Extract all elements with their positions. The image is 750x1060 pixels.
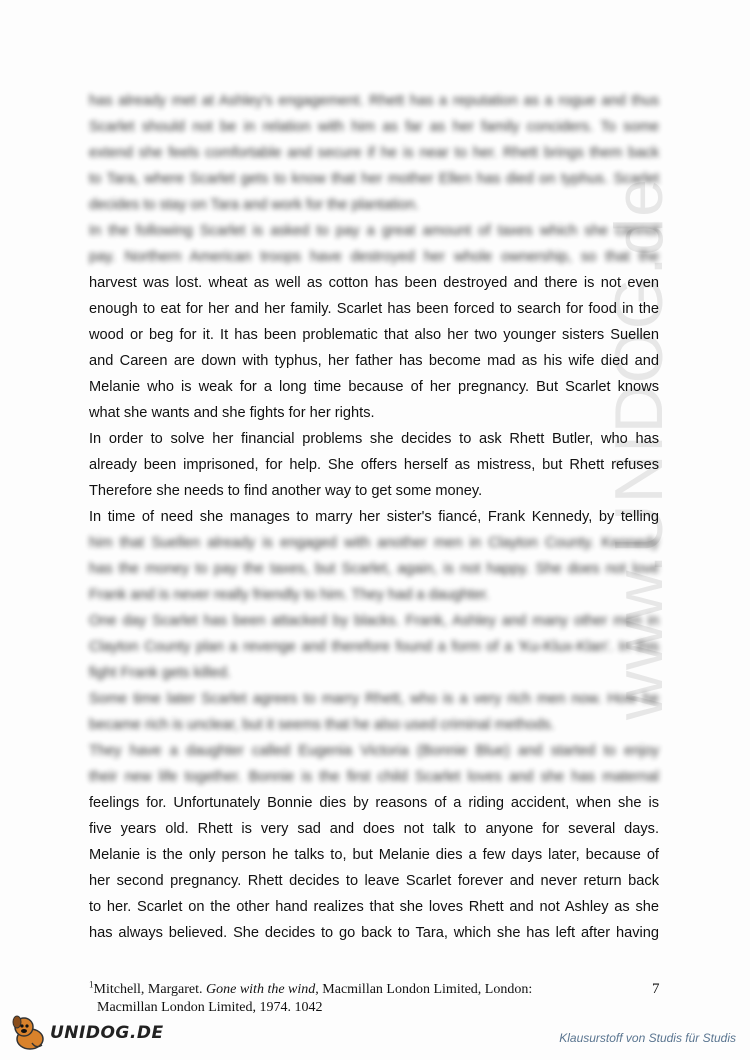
tagline: Klausurstoff von Studis für Studis xyxy=(559,1031,736,1045)
text-line: enough to eat for her and her family. Scarlet has been forced to search for food in the xyxy=(89,301,659,317)
text-line: In time of need she manages to marry her sister's fiancé, Frank Kennedy, by telling xyxy=(89,509,659,525)
text-line: One day Scarlet has been attacked by blacks. Frank, Ashley and many other men in xyxy=(89,613,659,629)
text-line: Therefore she needs to find another way to get some money. xyxy=(89,483,483,499)
page-number: 7 xyxy=(652,981,660,997)
text-line: pay. Northern American troops have destroyed her whole ownership, so that the xyxy=(89,249,659,265)
text-line: They have a daughter called Eugenia Victoria (Bonnie Blue) and started to enjoy xyxy=(89,743,659,759)
text-line: feelings for. Unfortunately Bonnie dies by reasons of a riding accident, when she is xyxy=(89,795,659,811)
text-line: and Careen are down with typhus, her father has become mad as his wife died and xyxy=(89,353,659,369)
footnote-line-2: Macmillan London Limited, 1974. 1042 xyxy=(97,1000,323,1015)
text-line: decides to stay on Tara and work for the plantation. xyxy=(89,197,419,213)
body-text xyxy=(89,88,659,946)
text-line: Clayton County plan a revenge and therefore found a form of a 'Ku-Klux-Klan'. In this xyxy=(89,639,659,655)
text-line: to her. Scarlet on the other hand realizes that she loves Rhett and not Ashley as she xyxy=(89,899,659,915)
footnote-marker: 1 xyxy=(89,979,94,990)
text-line: their new life together. Bonnie is the first child Scarlet loves and she has maternal xyxy=(89,769,659,785)
text-line: Scarlet should not be in relation with him as far as her family conciders. To some xyxy=(89,119,659,135)
text-line: extend she feels comfortable and secure if he is near to her. Rhett brings them back xyxy=(89,145,659,161)
text-line: her second pregnancy. Rhett decides to leave Scarlet forever and never return back xyxy=(89,873,659,889)
text-line: five years old. Rhett is very sad and does not talk to anyone for several days. xyxy=(89,821,659,837)
text-line: him that Suellen already is engaged with another men in Clayton County. Kennedy xyxy=(89,535,659,551)
watermark: www.UNIDOG.de xyxy=(601,178,677,720)
text-line: Frank and is never really friendly to him. They had a daughter. xyxy=(89,587,490,603)
text-line: harvest was lost. wheat as well as cotton has been destroyed and there is not even xyxy=(89,275,659,291)
text-line: fight Frank gets killed. xyxy=(89,665,231,681)
text-line: Some time later Scarlet agrees to marry Rhett, who is a very rich men now. How he xyxy=(89,691,659,707)
footnote-publisher: , Macmillan London Limited, London: xyxy=(315,982,533,997)
unidog-logo xyxy=(10,1015,164,1051)
text-line: Melanie who is weak for a long time because of her pregnancy. But Scarlet knows xyxy=(89,379,659,395)
text-line: what she wants and she fights for her rights. xyxy=(89,405,375,421)
text-line: became rich is unclear, but it seems that he also used criminal methods. xyxy=(89,717,555,733)
text-line: already been imprisoned, for help. She offers herself as mistress, but Rhett refuses xyxy=(89,457,659,473)
text-line: has already met at Ashley's engagement. Rhett has a reputation as a rogue and thus xyxy=(89,93,659,109)
text-line: has always believed. She decides to go back to Tara, which she has left after having xyxy=(89,925,659,941)
dog-icon xyxy=(10,1015,50,1051)
footnote-author: Mitchell, Margaret. xyxy=(93,982,206,997)
footnote-title: Gone with the wind xyxy=(206,982,316,997)
text-line: to Tara, where Scarlet gets to know that her mother Ellen has died on typhus. Scarlet xyxy=(89,171,659,187)
text-line: In the following Scarlet is asked to pay a great amount of taxes which she cannot xyxy=(89,223,659,239)
footnote xyxy=(89,981,649,1017)
text-line: wood or beg for it. It has been problematic that also her two younger sisters Suellen xyxy=(89,327,659,343)
footnote-line-1 xyxy=(89,981,649,999)
text-line: Melanie is the only person he talks to, but Melanie dies a few days later, because of xyxy=(89,847,659,863)
logo-text: UNIDOG.DE xyxy=(50,1023,164,1043)
text-line: has the money to pay the taxes, but Scarlet, again, is not happy. She does not love xyxy=(89,561,659,577)
text-line: In order to solve her financial problems she decides to ask Rhett Butler, who has xyxy=(89,431,659,447)
